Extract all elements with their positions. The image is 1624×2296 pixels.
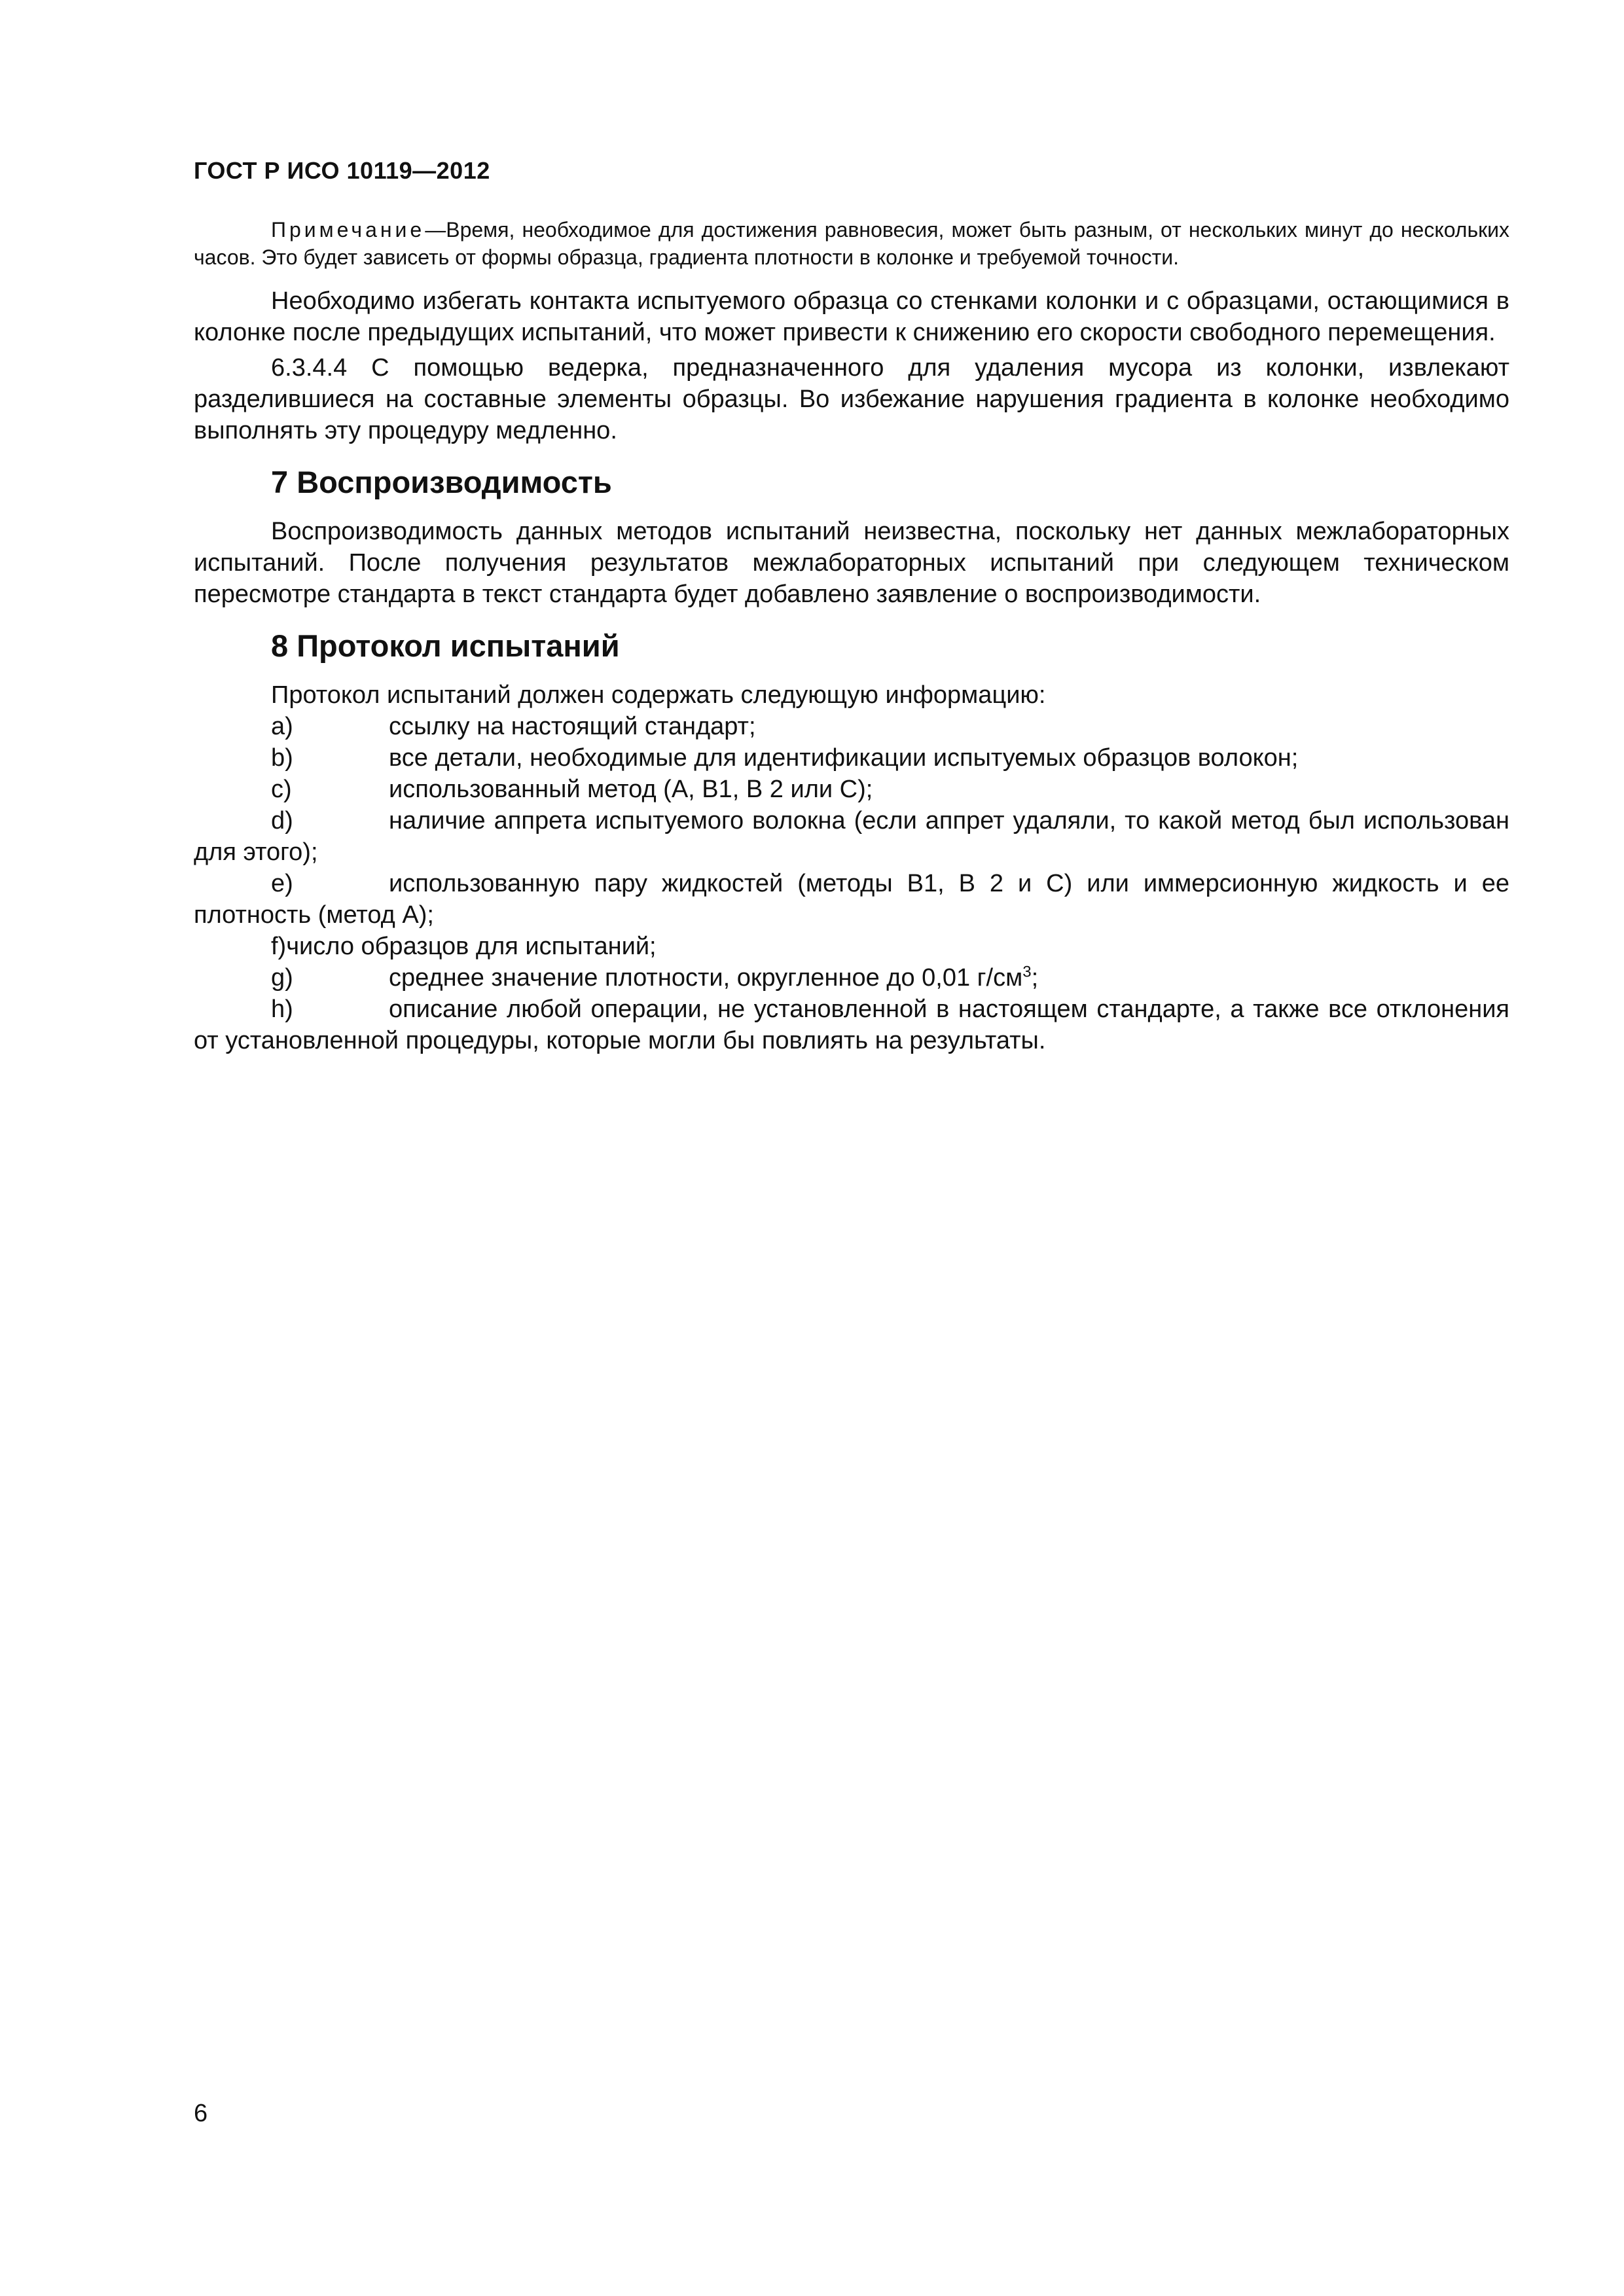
paragraph-avoid-contact: Необходимо избегать контакта испытуемого образца со стенками колонки и с образцами, остающимися в колонке после предыдущих испытаний, что может привести к снижению его скорости свободного перемещения.: [194, 287, 1509, 346]
list-item-letter: g): [271, 964, 293, 992]
document-body: [194, 216, 1509, 1056]
section-7-text: Воспроизводимость данных методов испытаний неизвестна, поскольку нет данных межлабораторных испытаний. После получения результатов межлабораторных испытаний при следующем техническом пересмотре стандарта в текст стандарта будет добавлено заявление о воспроизводимости.: [194, 518, 1509, 608]
section-8-heading: 8 Протокол испытаний: [271, 628, 620, 663]
list-item-text: число образцов для испытаний;: [286, 933, 657, 960]
superscript-cube: 3: [1022, 963, 1032, 981]
list-item-letter: c): [271, 776, 292, 803]
list-item-h: [194, 994, 1509, 1056]
list-item-letter: d): [271, 807, 293, 834]
list-item-letter: b): [271, 744, 293, 772]
list-item-letter: h): [271, 996, 293, 1023]
list-item-text: описание любой операции, не установленной в настоящем стандарте, а также все отклонения от установленной процедуры, которые могли бы повлиять на результаты.: [194, 996, 1509, 1054]
section-8-intro: Протокол испытаний должен содержать следующую информацию:: [271, 681, 1046, 709]
list-item-g: [194, 962, 1509, 994]
list-item-text: использованную пару жидкостей (методы В1, В 2 и С) или иммерсионную жидкость и ее плотность (метод А);: [194, 870, 1509, 929]
list-item-e: [194, 868, 1509, 931]
list-item-letter: e): [271, 870, 293, 897]
list-item-text: наличие аппрета испытуемого волокна (если аппрет удаляли, то какой метод был использован для этого);: [194, 807, 1509, 866]
list-item-f: [194, 931, 1509, 962]
list-item-letter: a): [271, 713, 293, 740]
list-item-text: использованный метод (А, В1, В 2 или С);: [389, 776, 873, 803]
list-item-a: [194, 711, 1509, 742]
list-item-text: ссылку на настоящий стандарт;: [389, 713, 756, 740]
list-item-d: [194, 805, 1509, 868]
list-item-tail: ;: [1031, 964, 1039, 992]
document-header-id: ГОСТ Р ИСО 10119—2012: [194, 157, 490, 184]
section-7-heading: 7 Воспроизводимость: [271, 465, 612, 499]
list-item-c: [194, 774, 1509, 805]
note-paragraph: [194, 216, 1509, 271]
list-item-letter: f): [271, 933, 287, 960]
note-dash: —: [425, 218, 446, 242]
page-number: 6: [194, 2100, 208, 2127]
paragraph-6-3-4-4: 6.3.4.4 С помощью ведерка, предназначенного для удаления мусора из колонки, извлекают разделившиеся на составные элементы образцы. Во избежание нарушения градиента в колонке необходимо выполнять эту процедуру медленно.: [194, 354, 1509, 444]
list-item-text: среднее значение плотности, округленное до 0,01 г/см: [389, 964, 1023, 992]
note-text: Время, необходимое для достижения равновесия, может быть разным, от нескольких минут до нескольких часов. Это будет зависеть от формы образца, градиента плотности в колонке и требуемой точности.: [194, 218, 1509, 269]
note-label: Примечание: [271, 218, 425, 242]
list-item-text: все детали, необходимые для идентификации испытуемых образцов волокон;: [389, 744, 1299, 772]
list-item-b: [194, 742, 1509, 774]
